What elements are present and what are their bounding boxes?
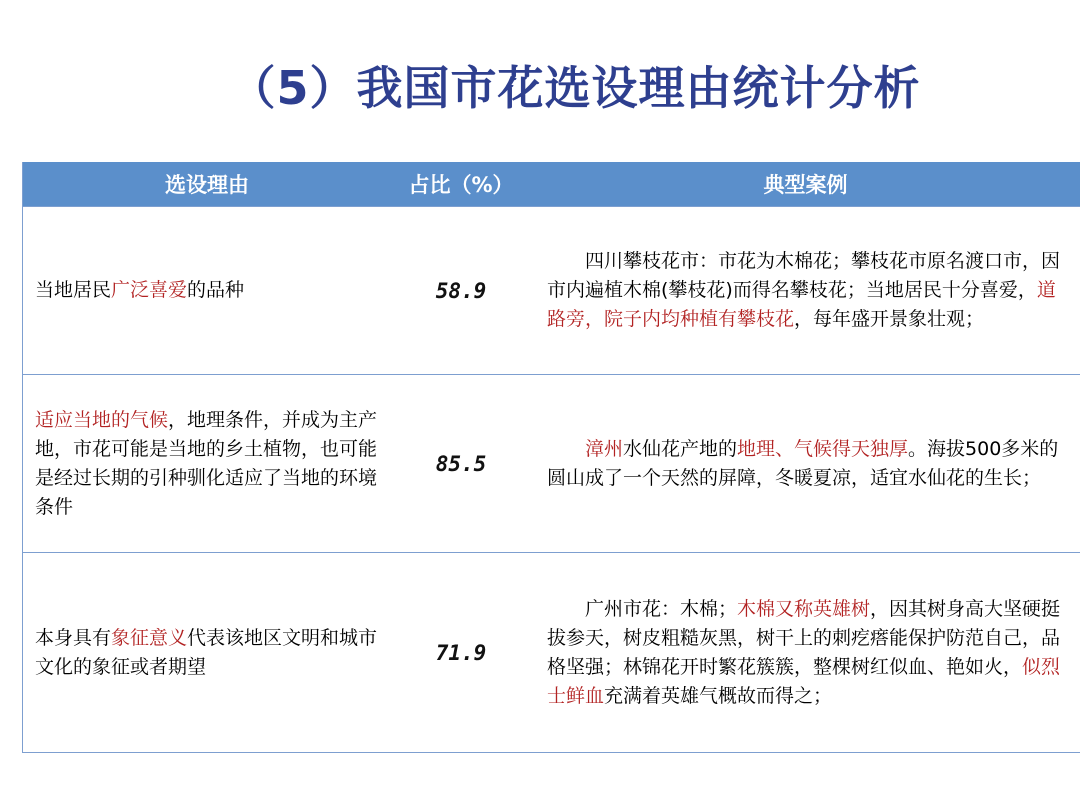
- ratio-value: 85.5: [435, 451, 487, 476]
- ratio-value: 71.9: [435, 640, 487, 665]
- text-segment: 本身具有: [35, 626, 112, 649]
- header-example: 典型案例: [763, 173, 848, 197]
- highlight-segment: 漳州: [585, 437, 624, 460]
- example-cell: [531, 375, 1080, 552]
- text-segment: ，地理条件，并成为主产地，市花可能是当地的乡土植物，也可能是经过长期的引种驯化适应了当地的环境条件: [35, 408, 378, 518]
- reason-cell: [23, 375, 391, 552]
- example-text: [547, 247, 1066, 334]
- ratio-cell: [391, 553, 531, 752]
- highlight-segment: 似烈士鲜血: [547, 655, 1061, 707]
- highlight-segment: 象征意义: [111, 626, 188, 649]
- text-segment: ，每年盛开景象壮观；: [794, 308, 985, 330]
- text-segment: 代表该地区文明和城市文化的象征或者期望: [35, 626, 378, 678]
- reason-text: [35, 406, 381, 522]
- text-segment: 四川攀枝花市：市花为木棉花；攀枝花市原名渡口市，因市内遍植木棉(攀枝花)而得名攀枝花；当地居民十分喜爱，: [547, 250, 1061, 301]
- ratio-cell: [391, 375, 531, 552]
- text-segment: 广州市花：木棉；: [585, 597, 738, 620]
- highlight-segment: 广泛喜爱: [111, 279, 188, 301]
- header-ratio: 占比（%）: [408, 173, 514, 197]
- highlight-segment: 道路旁，院子内均种植有攀枝花: [547, 279, 1056, 330]
- table-row: [23, 206, 1080, 374]
- example-cell: [531, 553, 1080, 752]
- reason-cell: [23, 207, 391, 374]
- text-segment: 水仙花产地的: [623, 437, 738, 460]
- highlight-segment: 适应当地的气候: [35, 408, 169, 431]
- reason-cell: [23, 553, 391, 752]
- reason-text: [35, 276, 244, 305]
- highlight-segment: 木棉又称英雄树: [737, 597, 871, 620]
- example-cell: [531, 207, 1080, 374]
- header-reason: 选设理由: [165, 173, 249, 197]
- slide-title: （5）我国市花选设理由统计分析: [229, 61, 921, 115]
- table-row: [23, 374, 1080, 552]
- text-segment: 的品种: [187, 279, 245, 301]
- example-text: [547, 595, 1066, 711]
- text-segment: 充满着英雄气概故而得之；: [604, 684, 833, 707]
- text-segment: 当地居民: [35, 279, 112, 301]
- text-segment: ，因其树身高大坚硬挺拔参天，树皮粗糙灰黑，树干上的刺疙瘩能保护防范自己，品格坚强；林锦花开时繁花簇簇，整棵树红似血、艳如火，: [547, 597, 1061, 678]
- table-row: [23, 552, 1080, 752]
- ratio-cell: [391, 207, 531, 374]
- text-segment: 。海拔500多米的圆山成了一个天然的屏障，冬暖夏凉，适宜水仙花的生长；: [547, 437, 1059, 489]
- example-text: [547, 435, 1066, 493]
- table-header: [23, 162, 1080, 206]
- highlight-segment: 地理、气候得天独厚: [737, 437, 909, 460]
- reason-text: [35, 624, 381, 682]
- reasons-table: [22, 162, 1080, 753]
- ratio-value: 58.9: [435, 278, 487, 303]
